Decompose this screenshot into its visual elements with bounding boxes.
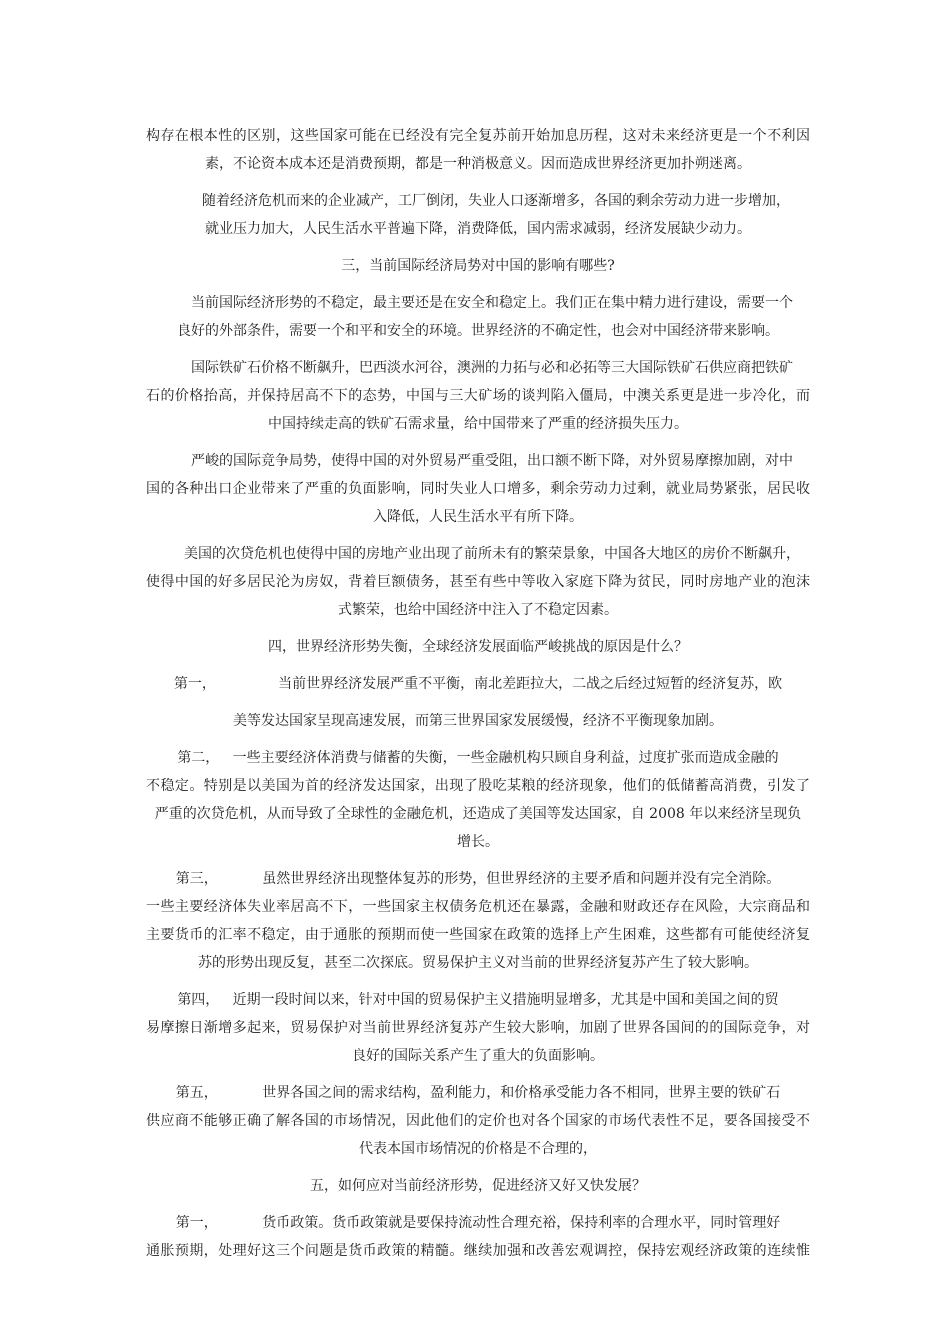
paragraph xyxy=(146,670,810,698)
paragraph xyxy=(146,865,810,977)
text-line: 素，不论资本成本还是消费预期，都是一种消极意义。因而造成世界经济更加扑朔迷离。 xyxy=(205,156,751,172)
paragraph xyxy=(146,354,810,438)
text-line: 国际铁矿石价格不断飙升，巴西淡水河谷，澳洲的力拓与必和必拓等三大国际铁矿石供应商把铁矿 xyxy=(191,360,793,376)
text-line: 第五， 世界各国之间的需求结构，盈利能力，和价格承受能力各不相同，世界主要的铁矿石 xyxy=(175,1085,781,1101)
section-heading: 三，当前国际经济局势对中国的影响有哪些? xyxy=(341,258,615,274)
document-body xyxy=(146,122,810,1274)
text-line: 美国的次贷危机也使得中国的房地产业出现了前所未有的繁荣景象，中国各大地区的房价不断飙升， xyxy=(184,546,800,562)
text-line: 第一， 当前世界经济发展严重不平衡，南北差距拉大，二战之后经过短暂的经济复苏，欧 xyxy=(173,676,783,692)
text-line: 构存在根本性的区别，这些国家可能在已经没有完全复苏前开始加息历程，这对未来经济更是一个不利因 xyxy=(146,128,810,144)
text-line: 当前国际经济形势的不稳定，最主要还是在安全和稳定上。我们正在集中精力进行建设，需要一个 xyxy=(191,295,793,311)
text-line: 中国持续走高的铁矿石需求量，给中国带来了严重的经济损失压力。 xyxy=(268,416,688,432)
text-line: 易摩擦日渐增多起来，贸易保护对当前世界经济复苏产生较大影响，加剧了世界各国间的的国际竞争，对 xyxy=(146,1020,810,1036)
text-line: 第三， 虽然世界经济出现整体复苏的形势，但世界经济的主要矛盾和问题并没有完全消除。 xyxy=(175,871,781,887)
text-line: 代表本国市场情况的价格是不合理的， xyxy=(359,1141,597,1157)
paragraph xyxy=(146,1079,810,1163)
text-line: 国的各种出口企业带来了严重的负面影响，同时失业人口增多，剩余劳动力过剩，就业局势紧张，居民收 xyxy=(146,481,810,497)
paragraph xyxy=(146,289,810,345)
paragraph xyxy=(146,986,810,1070)
text-line: 式繁荣，也给中国经济中注入了不稳定因素。 xyxy=(338,602,618,618)
text-line: 严峻的国际竞争局势，使得中国的对外贸易严重受阻，出口额不断下降，对外贸易摩擦加剧，对中 xyxy=(191,453,793,469)
text-line: 苏的形势出现反复，甚至二次探底。贸易保护主义对当前的世界经济复苏产生了较大影响。 xyxy=(198,955,758,971)
text-line: 严重的次贷危机，从而导致了全球性的金融危机，还造成了美国等发达国家，自 2008 年以来经济呈现负 xyxy=(154,806,802,822)
paragraph xyxy=(146,707,810,735)
text-line: 随着经济危机而来的企业减产，工厂倒闭，失业人口逐渐增多，各国的剩余劳动力进一步增加， xyxy=(202,193,790,209)
text-line: 美等发达国家呈现高速发展，而第三世界国家发展缓慢，经济不平衡现象加剧。 xyxy=(233,713,723,729)
section-heading: 四，世界经济形势失衡，全球经济发展面临严峻挑战的原因是什么？ xyxy=(268,639,688,655)
paragraph xyxy=(146,744,810,856)
text-line: 使得中国的好多居民沦为房奴，背着巨额债务，甚至有些中等收入家庭下降为贫民，同时房地产业的泡沫 xyxy=(146,574,810,590)
paragraph xyxy=(146,540,810,624)
paragraph xyxy=(146,122,810,178)
text-line: 石的价格抬高，并保持居高不下的态势，中国与三大矿场的谈判陷入僵局，中澳关系更是进一步冷化，而 xyxy=(146,388,810,404)
text-line: 通胀预期，处理好这三个问题是货币政策的精髓。继续加强和改善宏观调控，保持宏观经济政策的连续惟 xyxy=(146,1243,810,1259)
text-line: 良好的外部条件，需要一个和平和安全的环境。世界经济的不确定性，也会对中国经济带来影响。 xyxy=(177,323,779,339)
text-line: 供应商不能够正确了解各国的市场情况，因此他们的定价也对各个国家的市场代表性不足，要各国接受不 xyxy=(146,1113,810,1129)
text-line: 增长。 xyxy=(457,834,499,850)
text-line: 良好的国际关系产生了重大的负面影响。 xyxy=(352,1048,604,1064)
text-line: 不稳定。特别是以美国为首的经济发达国家，出现了股吃某粮的经济现象，他们的低储蓄高消费，引发了 xyxy=(146,778,810,794)
paragraph xyxy=(146,447,810,531)
paragraph xyxy=(146,187,810,243)
text-line: 主要货币的汇率不稳定，由于通胀的预期而使一些国家在政策的选择上产生困难，这些都有可能使经济复 xyxy=(146,927,810,943)
paragraph xyxy=(146,1209,810,1265)
section-heading: 五，如何应对当前经济形势，促进经济又好又快发展？ xyxy=(310,1178,646,1194)
text-line: 第四， 近期一段时间以来，针对中国的贸易保护主义措施明显增多，尤其是中国和美国之间的贸 xyxy=(177,992,779,1008)
text-line: 第二， 一些主要经济体消费与储蓄的失衡，一些金融机构只顾自身利益，过度扩张而造成金融的 xyxy=(177,750,779,766)
text-line: 第一， 货币政策。货币政策就是要保持流动性合理充裕，保持利率的合理水平，同时管理好 xyxy=(175,1215,781,1231)
text-line: 一些主要经济体失业率居高不下，一些国家主权债务危机还在暴露，金融和财政还存在风险，大宗商品和 xyxy=(146,899,810,915)
text-line: 入降低，人民生活水平有所下降。 xyxy=(373,509,583,525)
text-line: 就业压力加大，人民生活水平普遍下降，消费降低，国内需求减弱，经济发展缺少动力。 xyxy=(205,221,751,237)
